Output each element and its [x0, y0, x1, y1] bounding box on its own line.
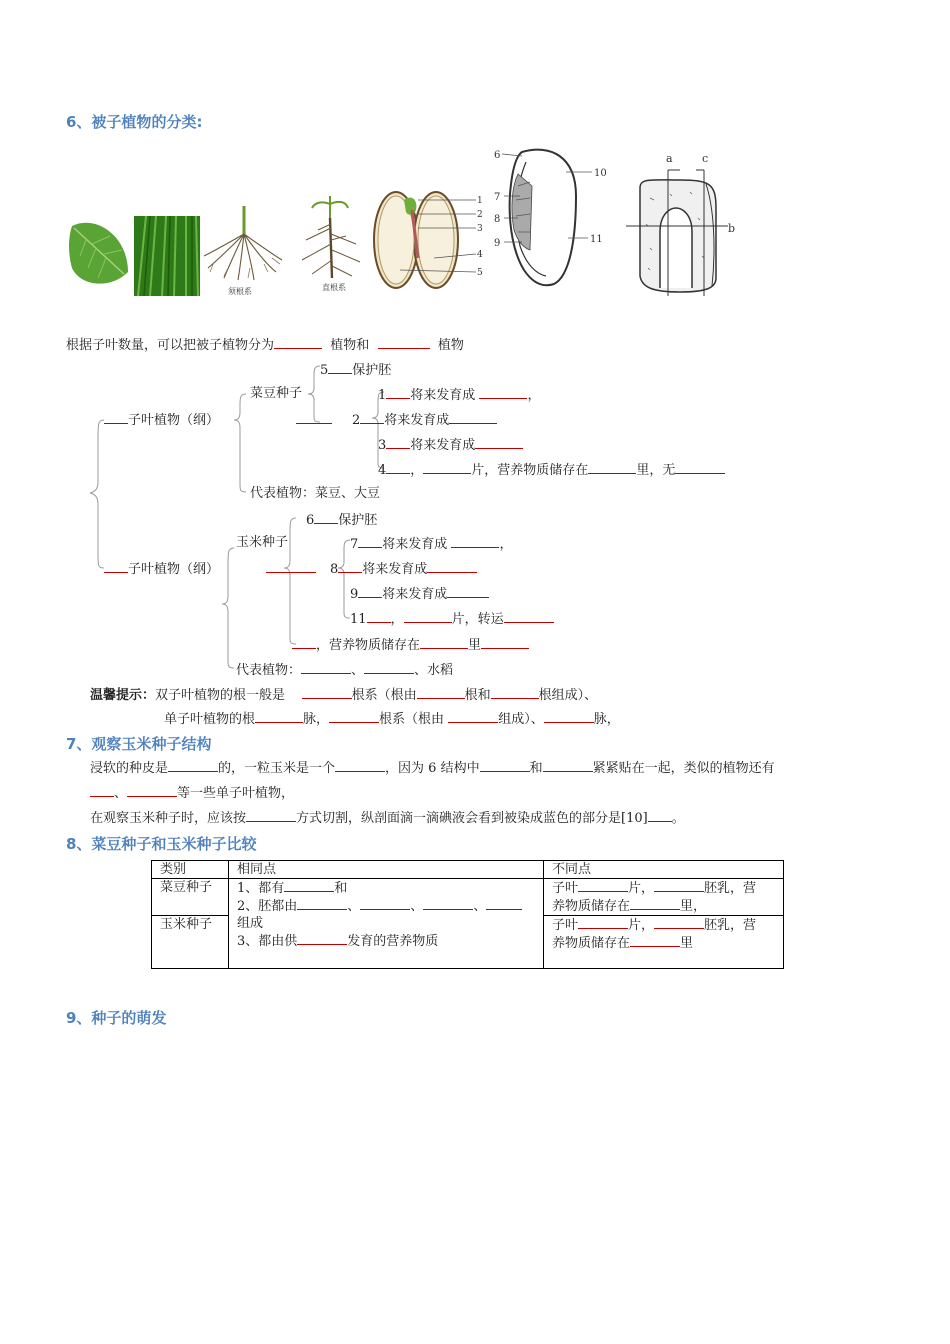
blank[interactable]: [491, 686, 539, 699]
section9-heading: 9、种子的萌发: [66, 1009, 167, 1027]
blank[interactable]: [255, 710, 303, 723]
blank[interactable]: [420, 636, 468, 649]
blank[interactable]: [104, 560, 128, 573]
blank[interactable]: [423, 461, 471, 474]
blank[interactable]: [266, 560, 316, 573]
blank[interactable]: [292, 636, 316, 649]
blank[interactable]: [423, 897, 473, 910]
classification-intro: 根据子叶数量，可以把被子植物分为 植物和 植物: [66, 338, 464, 353]
blank[interactable]: [479, 386, 527, 399]
corn-label: 10: [594, 168, 607, 179]
blank[interactable]: [127, 784, 177, 797]
blank[interactable]: [675, 461, 725, 474]
blank[interactable]: [654, 879, 704, 892]
blank[interactable]: [284, 879, 334, 892]
dicot-class-row: 子叶植物（纲）: [104, 411, 219, 429]
same-line-3: 3、都由供 发育的营养物质: [237, 934, 439, 949]
bean-label: 1: [477, 196, 483, 206]
blank[interactable]: [301, 661, 351, 674]
dicot-embryo-blank: [296, 411, 332, 429]
cut-label: b: [728, 222, 736, 235]
blank[interactable]: [404, 610, 452, 623]
blank[interactable]: [386, 386, 410, 399]
monocot-row-7: 7 将来发育成 ，: [350, 537, 513, 552]
dicot-row-1: 1 将来发育成 ，: [378, 388, 541, 403]
corn-label: 9: [494, 238, 501, 249]
blank[interactable]: [360, 897, 410, 910]
blank[interactable]: [449, 411, 497, 424]
blank[interactable]: [360, 411, 384, 424]
monocot-embryo-blank: [266, 560, 316, 578]
bean-label: 2: [477, 210, 483, 220]
corn-label: 8: [494, 214, 501, 225]
table-row: [152, 879, 784, 916]
section7-para-2: 、 等一些单子叶植物，: [90, 784, 294, 802]
row-label: 玉米种子: [152, 916, 229, 969]
corn-label: 7: [494, 192, 501, 203]
blank[interactable]: [358, 585, 382, 598]
monocot-row-11: 11 ， 片，转运: [350, 610, 554, 628]
blank[interactable]: [427, 560, 477, 573]
blank[interactable]: [451, 535, 499, 548]
section6-heading: 6、被子植物的分类:: [66, 113, 203, 131]
blank[interactable]: [578, 879, 628, 892]
blank[interactable]: [104, 411, 128, 424]
blank[interactable]: [447, 585, 489, 598]
monocot-representative: 代表植物： 、 、水稻: [236, 663, 454, 678]
monocot-class-row: 子叶植物（纲）: [104, 560, 219, 578]
dicot-row-2: 2 将来发育成: [352, 411, 497, 429]
monocot-storage-row: ，营养物质储存在 里: [292, 636, 529, 654]
corn-label: 6: [494, 150, 501, 161]
blank[interactable]: [544, 710, 594, 723]
blank[interactable]: [364, 661, 414, 674]
dicot-row-3: 3 将来发育成: [378, 436, 523, 454]
section7-para-1: 浸软的种皮是 的，一粒玉米是一个 ，因为 6 结构中 和 紧紧贴在一起，类似的植物还有: [90, 761, 775, 776]
corn-seed-label: 玉米种子: [236, 535, 289, 550]
diff-cell-bean: 子叶 片， 胚乳，营 养物质储存在 里，: [544, 879, 784, 916]
dicot-row-5: 5 保护胚: [320, 363, 392, 378]
cut-label: c: [702, 152, 709, 165]
blank[interactable]: [335, 759, 385, 772]
tip-line-2: 单子叶植物的根 脉， 根系（根由 组成）、 脉，: [164, 712, 620, 727]
corn-label: 11: [590, 234, 603, 245]
blank[interactable]: [90, 784, 114, 797]
blank[interactable]: [417, 686, 465, 699]
tip-label: 温馨提示：: [90, 688, 156, 703]
blank[interactable]: [481, 636, 529, 649]
header-cell: 相同点: [229, 861, 544, 879]
blank[interactable]: [314, 511, 338, 524]
bean-seed-label: 菜豆种子: [250, 386, 303, 401]
blank[interactable]: [296, 411, 332, 424]
blank[interactable]: [297, 932, 347, 945]
blank[interactable]: [358, 535, 382, 548]
blank[interactable]: [504, 610, 554, 623]
blank[interactable]: [302, 686, 352, 699]
blank[interactable]: [578, 916, 628, 929]
table-header-row: [152, 861, 784, 879]
row-label: 菜豆种子: [152, 879, 229, 916]
cut-label: a: [666, 152, 673, 165]
blank[interactable]: [338, 560, 362, 573]
diff-cell-corn: 子叶 片， 胚乳，营 养物质储存在 里: [544, 916, 784, 969]
comparison-table: [151, 860, 784, 969]
section7-heading: 7、观察玉米种子结构: [66, 735, 212, 753]
bean-label: 3: [477, 224, 483, 234]
blank[interactable]: [386, 461, 410, 474]
same-points-cell: [229, 879, 544, 969]
blank[interactable]: [486, 897, 522, 910]
dicot-row-4: 4 ， 片，营养物质储存在 里，无: [378, 461, 725, 479]
fibrous-root-caption: 须根系: [228, 287, 252, 296]
tip-line-1: 温馨提示：双子叶植物的根一般是 根系（根由 根和 根组成）、: [90, 688, 598, 703]
same-line-1: 1、都有 和: [237, 881, 348, 896]
header-cell: 类别: [152, 861, 229, 879]
blank[interactable]: [329, 710, 379, 723]
monocot-row-6: 6 保护胚: [306, 513, 378, 528]
blank[interactable]: [246, 809, 296, 822]
monocot-row-8: 8 将来发育成: [330, 560, 477, 578]
blank[interactable]: [328, 361, 352, 374]
blank[interactable]: [543, 759, 593, 772]
monocot-row-9: 9 将来发育成: [350, 585, 489, 603]
blank[interactable]: [630, 897, 680, 910]
bean-label: 4: [477, 250, 483, 260]
blank[interactable]: [475, 436, 523, 449]
header-cell: 不同点: [544, 861, 784, 879]
same-line-2: 2、胚都由 、 、 、: [237, 897, 543, 915]
blank[interactable]: [386, 436, 410, 449]
dicot-representative: 代表植物：菜豆、大豆: [250, 486, 381, 501]
section8-heading: 8、菜豆种子和玉米种子比较: [66, 835, 257, 853]
blank[interactable]: [588, 461, 636, 474]
same-line-2-end: 组成: [237, 916, 264, 931]
bean-label: 5: [477, 268, 483, 278]
blank[interactable]: [168, 759, 218, 772]
blank[interactable]: [297, 897, 347, 910]
blank[interactable]: [630, 934, 680, 947]
taproot-caption: 直根系: [322, 283, 346, 292]
blank[interactable]: [448, 710, 498, 723]
blank[interactable]: [367, 610, 391, 623]
blank[interactable]: [480, 759, 530, 772]
blank[interactable]: [648, 809, 672, 822]
section7-para-3: 在观察玉米种子时，应该按 方式切割，纵剖面滴一滴碘液会看到被染成蓝色的部分是[10] 。: [90, 811, 685, 826]
blank[interactable]: [654, 916, 704, 929]
